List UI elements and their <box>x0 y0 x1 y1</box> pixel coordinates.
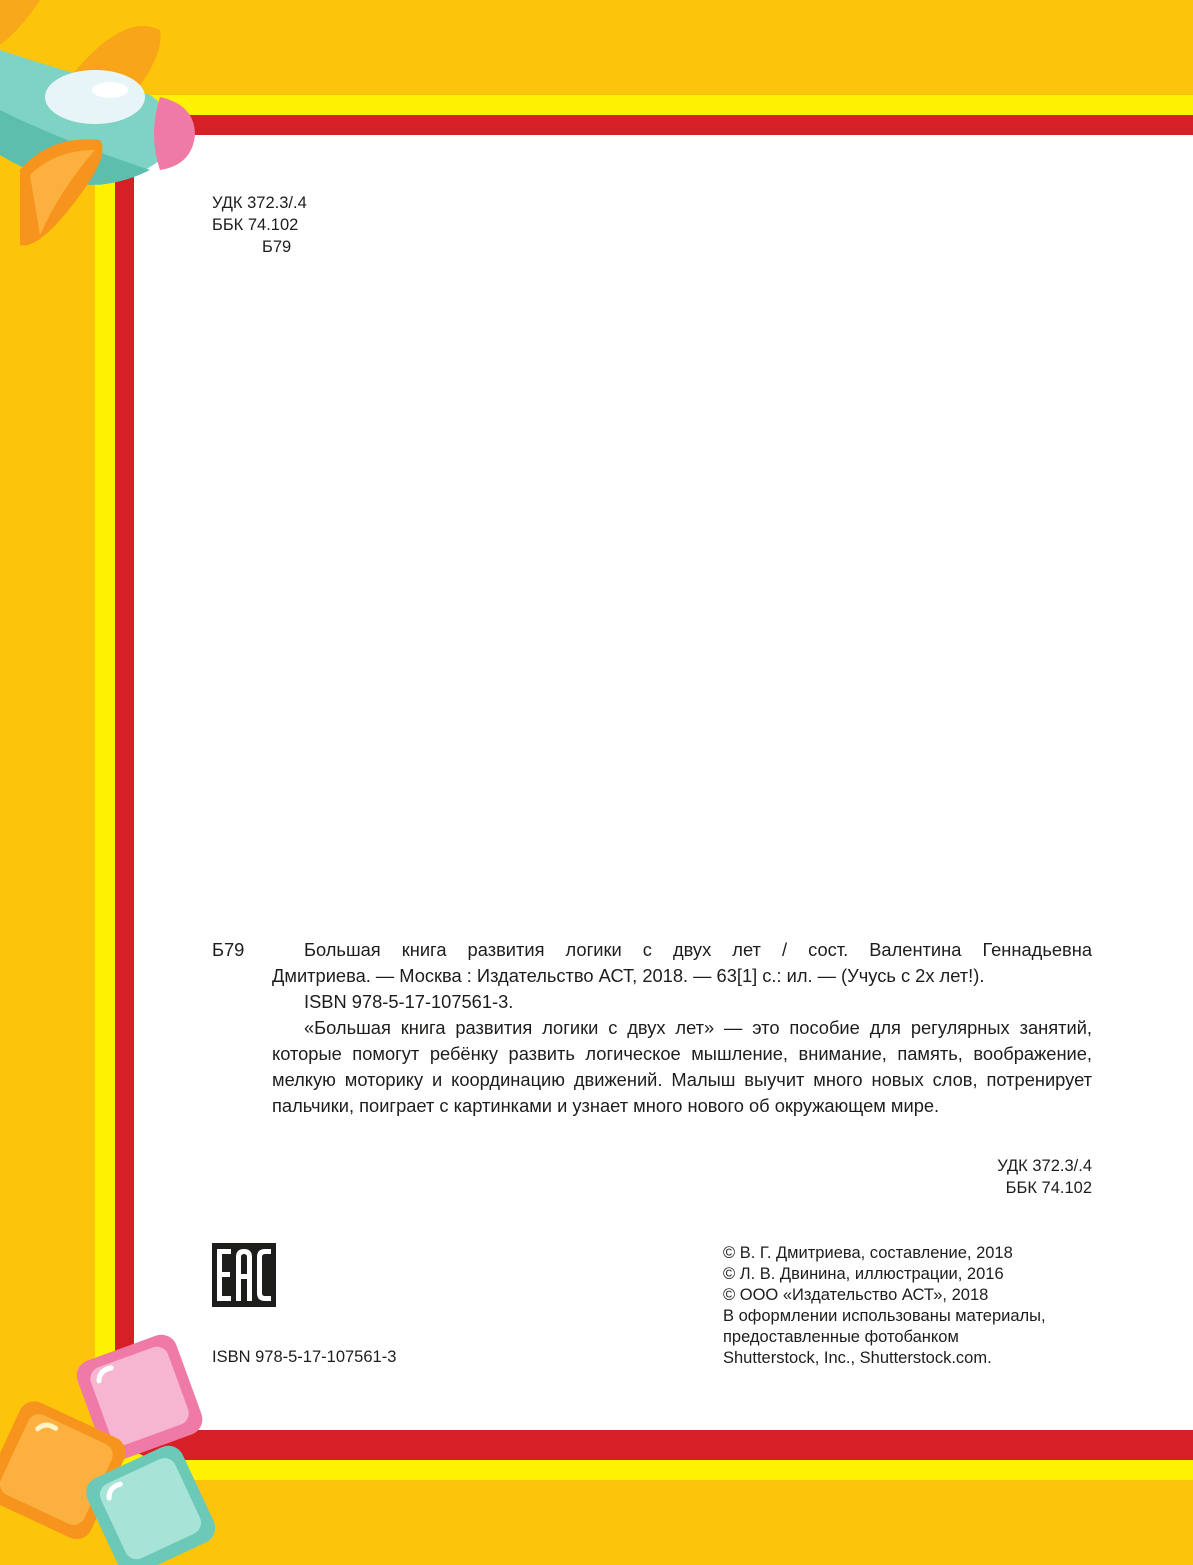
author-mark-top: Б79 <box>262 238 292 256</box>
author-mark: Б79 <box>212 939 245 960</box>
udk-code-top: УДК 372.3/.4 <box>212 194 307 212</box>
copyright-block <box>723 1243 1046 1369</box>
record-isbn: ISBN 978-5-17-107561-3. <box>304 991 514 1012</box>
page-content-area <box>134 135 1193 1430</box>
record-classification <box>997 1155 1092 1199</box>
copyright-line: В оформлении использованы материалы, <box>723 1307 1046 1325</box>
copyright-line: © Л. В. Двинина, иллюстрации, 2016 <box>723 1265 1004 1283</box>
udk-code: УДК 372.3/.4 <box>997 1157 1092 1175</box>
copyright-line: Shutterstock, Inc., Shutterstock.com. <box>723 1349 992 1367</box>
eac-logo-icon <box>212 1243 276 1307</box>
record-annotation: «Большая книга развития логики с двух лет» — это пособие для регулярных занятий, которые помогут ребёнку развить логическое мышление, внимание, память, воображение, мелкую моторику и координацию движений. Малыш выучит много новых слов, потренирует пальчики, поиграет с картинками и узнает много нового об окружающем мире. <box>272 1017 1092 1116</box>
isbn-bottom: ISBN 978-5-17-107561-3 <box>212 1348 397 1366</box>
bbk-code: ББК 74.102 <box>1005 1179 1092 1197</box>
eac-conformity-mark <box>212 1243 276 1307</box>
bibliographic-record <box>272 937 1092 1119</box>
copyright-line: предоставленные фотобанком <box>723 1328 959 1346</box>
bbk-code-top: ББК 74.102 <box>212 216 299 234</box>
copyright-line: © В. Г. Дмитриева, составление, 2018 <box>723 1244 1013 1262</box>
record-line-1: Большая книга развития логики с двух лет / сост. Валентина Геннадьевна <box>304 939 1092 960</box>
record-description: Дмитриева. — Москва : Издательство АСТ, 2018. — 63[1] с.: ил. — (Учусь с 2х лет!). <box>272 965 985 986</box>
copyright-line: © ООО «Издательство АСТ», 2018 <box>723 1286 989 1304</box>
